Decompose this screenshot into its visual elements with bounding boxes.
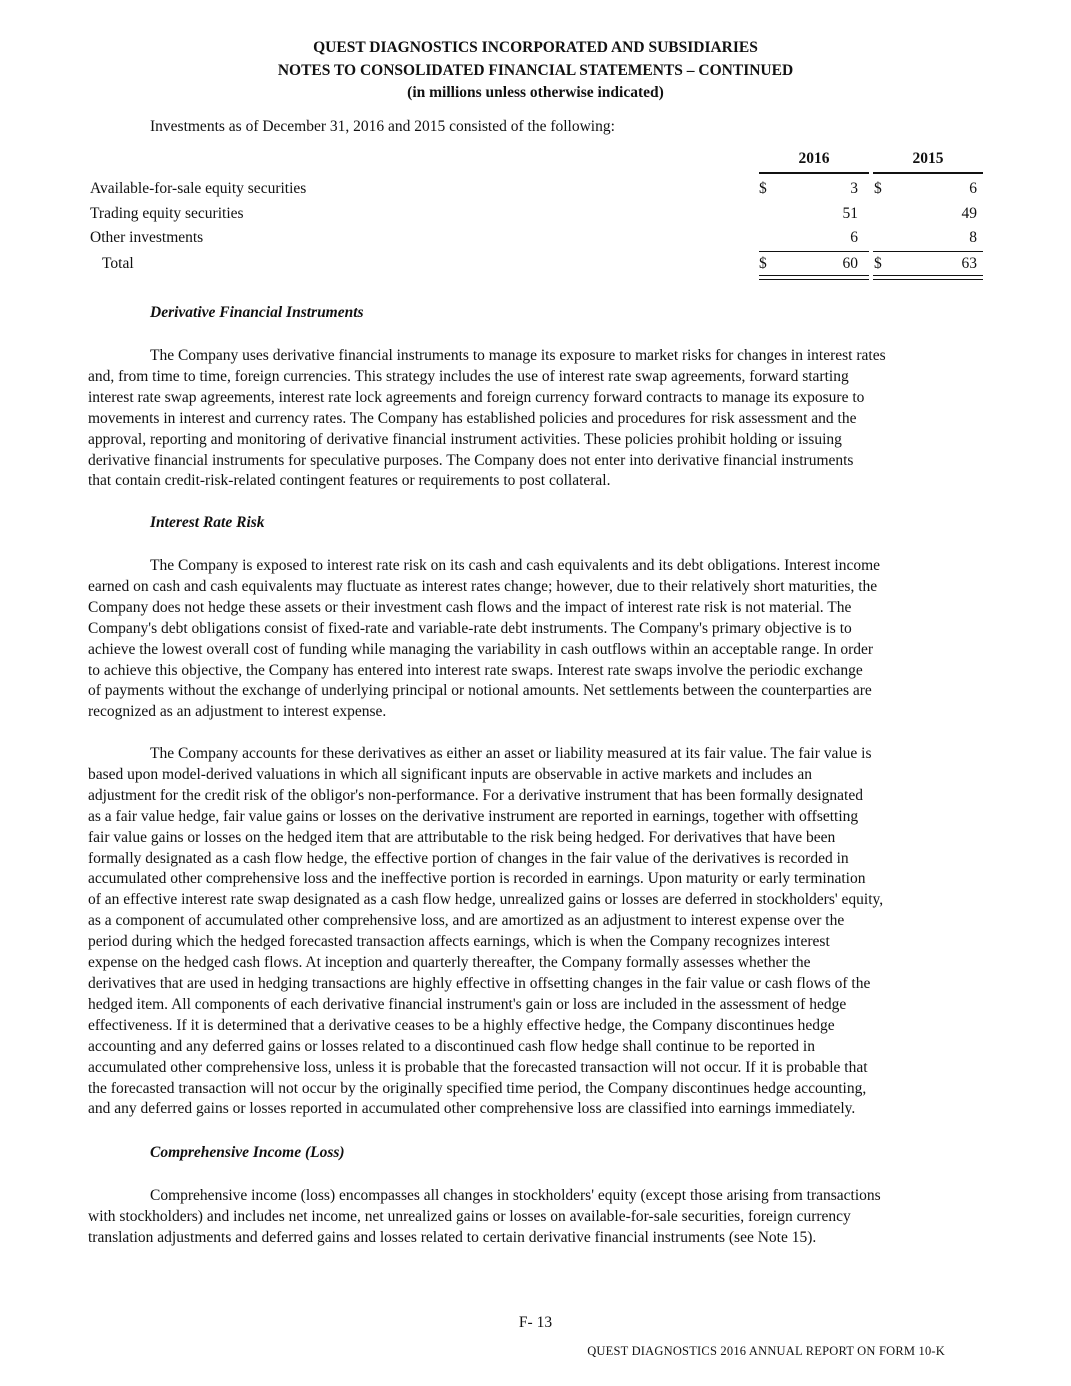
text-line: Company does not hedge these assets or their investment cash flows and the impact of interest rate risk is not material. The — [88, 598, 852, 616]
row-label: Available-for-sale equity securities — [90, 180, 307, 197]
row-label: Trading equity securities — [90, 205, 244, 222]
paragraph-interest-rate-risk-1 — [88, 556, 986, 723]
text-line: translation adjustments and deferred gains and losses related to certain derivative financial instruments (see Note 15). — [88, 1228, 817, 1246]
dollar-sign: $ — [874, 255, 882, 272]
paragraph-comprehensive-income — [88, 1186, 986, 1249]
value-2016: 6 — [850, 229, 858, 246]
paragraph-derivatives — [88, 346, 986, 492]
text-line: with stockholders) and includes net income, net unrealized gains or losses on available-for-sale securities, foreign currency — [88, 1207, 851, 1225]
text-line: period during which the hedged forecasted transaction affects earnings, which is when the Company recognizes interest — [88, 933, 830, 951]
dollar-sign: $ — [874, 180, 882, 197]
text-line: the forecasted transaction will not occur by the originally specified time period, the Company discontinues hedge accounting, — [88, 1079, 867, 1097]
text-line: fair value gains or losses on the hedged item that are attributable to the risk being hedged. For derivatives that have been — [88, 828, 836, 846]
table-row — [90, 229, 985, 251]
value-2016: 51 — [842, 205, 858, 222]
section-heading-interest-rate-risk: Interest Rate Risk — [150, 514, 265, 531]
text-line: achieve the lowest overall cost of funding while managing the variability in cash outflows within an acceptable range. In order — [88, 640, 874, 658]
section-heading-comprehensive-income: Comprehensive Income (Loss) — [150, 1144, 345, 1161]
text-line: formally designated as a cash flow hedge, the effective portion of changes in the fair value of the derivatives is recorded in — [88, 849, 849, 867]
total-double-rule — [873, 275, 983, 280]
text-line: movements in interest and currency rates. The Company has established policies and procedures for risk assessment and the — [88, 409, 857, 427]
text-line: accumulated other comprehensive loss, unless it is probable that the forecasted transaction will not occur. If it is probable that — [88, 1058, 868, 1076]
text-line: approval, reporting and monitoring of derivative financial instrument activities. These policies prohibit holding or issuing — [88, 430, 842, 448]
subtotal-rule — [759, 251, 869, 252]
value-2015: 49 — [961, 205, 977, 222]
text-line: accounting and any deferred gains or losses related to a discontinued cash flow hedge shall continue to be reported in — [88, 1037, 815, 1055]
value-2015: 8 — [969, 229, 977, 246]
units-note: (in millions unless otherwise indicated) — [407, 84, 664, 101]
text-line: derivatives that are used in hedging transactions are highly effective in offsetting changes in the fair value or cash flows of the — [88, 974, 871, 992]
text-line: derivative financial instruments for speculative purposes. The Company does not enter into derivative financial instruments — [88, 451, 854, 469]
text-line: and, from time to time, foreign currencies. This strategy includes the use of interest rate swap agreements, forward starting — [88, 367, 849, 385]
text-line: recognized as an adjustment to interest expense. — [88, 703, 387, 721]
notes-title: NOTES TO CONSOLIDATED FINANCIAL STATEMENTS – CONTINUED — [277, 62, 794, 79]
column-header-2015: 2015 — [873, 150, 983, 174]
text-line: that contain credit-risk-related contingent features or requirements to post collateral. — [88, 472, 611, 490]
total-double-rule — [759, 275, 869, 280]
table-row-total — [90, 255, 985, 277]
value-2015: 6 — [969, 180, 977, 197]
text-line: adjustment for the credit risk of the obligor's non-performance. For a derivative instrument that has been formally designated — [88, 786, 863, 804]
paragraph-interest-rate-risk-2 — [88, 744, 986, 1120]
text-line: accumulated other comprehensive loss and the ineffective portion is recorded in earnings. Upon maturity or early termination — [88, 870, 866, 888]
text-line: of an effective interest rate swap designated as a cash flow hedge, unrealized gains or losses are deferred in stockholders' equity, — [88, 891, 884, 909]
table-row — [90, 205, 985, 227]
page-number: F- 13 — [518, 1314, 553, 1331]
text-line: based upon model-derived valuations in which all significant inputs are observable in active markets and includes an — [88, 765, 812, 783]
text-line: as a component of accumulated other comprehensive loss, and are amortized as an adjustment to interest expense over the — [88, 912, 845, 930]
text-line: as a fair value hedge, fair value gains or losses on the derivative instrument are reported in earnings, together with offsetting — [88, 807, 859, 825]
value-2016: 60 — [842, 255, 858, 272]
text-line: expense on the hedged cash flows. At inception and quarterly thereafter, the Company formally assesses whether the — [88, 954, 811, 972]
row-label: Other investments — [90, 229, 204, 246]
text-line: effectiveness. If it is determined that a derivative ceases to be a highly effective hedge, the Company discontinues hedge — [88, 1016, 835, 1034]
text-line: interest rate swap agreements, interest rate lock agreements and foreign currency forward contracts to manage its exposure to — [88, 388, 865, 406]
text-line: of payments without the exchange of underlying principal or notional amounts. Net settlements between the counterparties are — [88, 682, 872, 700]
text-line: earned on cash and cash equivalents may fluctuate as interest rates change; however, due to their relatively short maturities, the — [88, 577, 878, 595]
row-label: Total — [102, 255, 134, 272]
value-2016: 3 — [850, 180, 858, 197]
section-heading-derivatives: Derivative Financial Instruments — [150, 304, 364, 321]
table-row — [90, 180, 985, 202]
value-2015: 63 — [961, 255, 977, 272]
text-line: Comprehensive income (loss) encompasses all changes in stockholders' equity (except those arising from transactions — [150, 1187, 881, 1204]
text-line: hedged item. All components of each derivative financial instrument's gain or loss are included in the assessment of hedge — [88, 995, 847, 1013]
text-line: The Company uses derivative financial instruments to manage its exposure to market risks for changes in interest rates — [150, 347, 886, 364]
dollar-sign: $ — [759, 180, 767, 197]
column-header-2016: 2016 — [759, 150, 869, 174]
text-line: Company's debt obligations consist of fixed-rate and variable-rate debt instruments. The Company's primary objective is to — [88, 619, 852, 637]
text-line: The Company is exposed to interest rate risk on its cash and cash equivalents and its debt obligations. Interest income — [150, 557, 881, 574]
company-title: QUEST DIAGNOSTICS INCORPORATED AND SUBSIDIARIES — [313, 39, 758, 56]
report-footer: QUEST DIAGNOSTICS 2016 ANNUAL REPORT ON FORM 10-K — [587, 1344, 945, 1358]
investments-intro: Investments as of December 31, 2016 and 2015 consisted of the following: — [150, 118, 615, 135]
text-line: and any deferred gains or losses reported in accumulated other comprehensive loss are classified into earnings immediately. — [88, 1100, 856, 1118]
dollar-sign: $ — [759, 255, 767, 272]
subtotal-rule — [873, 251, 983, 252]
text-line: to achieve this objective, the Company has entered into interest rate swaps. Interest rate swaps involve the periodic exchange — [88, 661, 863, 679]
text-line: The Company accounts for these derivatives as either an asset or liability measured at its fair value. The fair value is — [150, 745, 872, 762]
